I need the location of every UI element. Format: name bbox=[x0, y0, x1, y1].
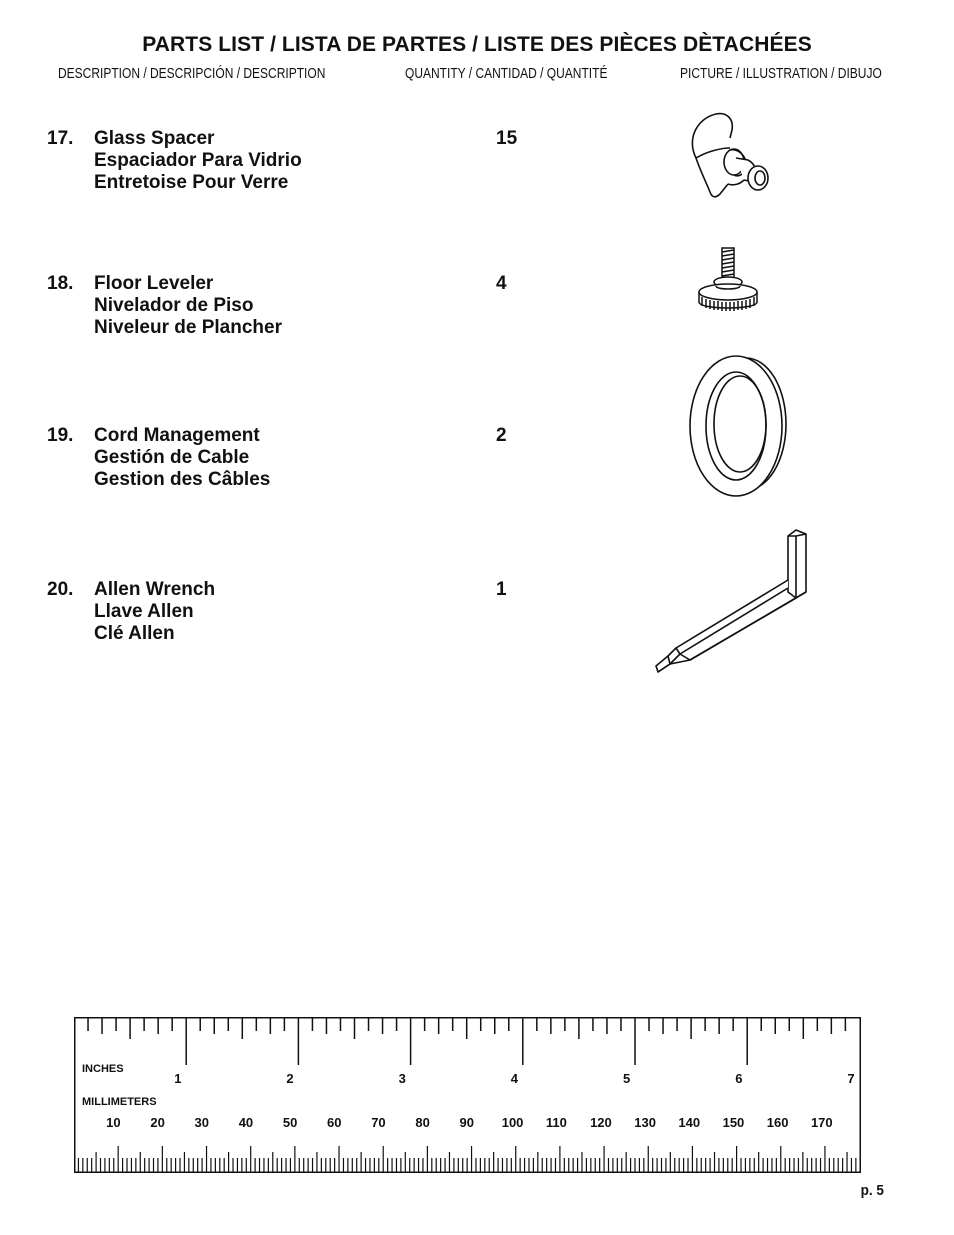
millimeter-number: 10 bbox=[106, 1115, 121, 1130]
inch-number: 3 bbox=[398, 1071, 406, 1086]
millimeter-number: 160 bbox=[766, 1115, 789, 1130]
cord-grommet-icon bbox=[686, 352, 792, 505]
millimeter-number: 50 bbox=[282, 1115, 298, 1130]
millimeters-label: MILLIMETERS bbox=[82, 1096, 157, 1108]
millimeter-number: 90 bbox=[459, 1115, 475, 1130]
part-number: 18. bbox=[47, 273, 74, 294]
part-number: 19. bbox=[47, 425, 74, 446]
inch-number: 1 bbox=[174, 1071, 182, 1086]
part-name-en: Floor Leveler bbox=[94, 273, 214, 294]
part-number: 20. bbox=[47, 579, 74, 600]
part-name-es: Llave Allen bbox=[94, 601, 194, 622]
millimeter-number: 170 bbox=[810, 1115, 833, 1130]
page-title: PARTS LIST / LISTA DE PARTES / LISTE DES PIÈCES DÈTACHÉES bbox=[142, 33, 812, 56]
part-name-fr: Clé Allen bbox=[94, 623, 175, 644]
millimeter-number: 130 bbox=[634, 1115, 656, 1130]
measurement-ruler bbox=[74, 1017, 861, 1173]
part-names bbox=[94, 579, 215, 645]
floor-leveler-icon bbox=[694, 244, 764, 325]
allen-wrench-icon bbox=[650, 526, 815, 683]
inch-number: 5 bbox=[623, 1071, 631, 1086]
millimeter-number: 60 bbox=[327, 1115, 342, 1130]
millimeter-number: 100 bbox=[501, 1115, 524, 1130]
part-names bbox=[94, 273, 282, 339]
ruler-frame bbox=[75, 1018, 861, 1173]
column-header-picture: PICTURE / ILLUSTRATION / DIBUJO bbox=[680, 65, 882, 82]
glass-spacer-icon bbox=[680, 108, 780, 208]
millimeter-number: 150 bbox=[722, 1115, 745, 1130]
millimeter-number: 80 bbox=[415, 1115, 430, 1130]
inch-number: 7 bbox=[847, 1071, 855, 1086]
column-header-quantity: QUANTITY / CANTIDAD / QUANTITÉ bbox=[405, 65, 608, 82]
inch-number: 4 bbox=[510, 1071, 519, 1086]
inch-number: 2 bbox=[286, 1071, 294, 1086]
part-quantity: 4 bbox=[496, 273, 507, 294]
millimeter-number: 20 bbox=[150, 1115, 165, 1130]
millimeter-number: 70 bbox=[371, 1115, 386, 1130]
millimeter-number: 140 bbox=[678, 1115, 701, 1130]
part-name-fr: Niveleur de Plancher bbox=[94, 317, 282, 338]
ruler-graphic bbox=[74, 1017, 861, 1173]
part-quantity: 15 bbox=[496, 128, 518, 149]
part-name-en: Allen Wrench bbox=[94, 579, 216, 600]
millimeter-number: 120 bbox=[590, 1115, 612, 1130]
page-number: p. 5 bbox=[860, 1182, 884, 1199]
millimeter-number: 40 bbox=[238, 1115, 254, 1130]
part-name-en: Cord Management bbox=[94, 425, 260, 446]
part-quantity: 1 bbox=[496, 579, 507, 600]
part-number: 17. bbox=[47, 128, 74, 149]
millimeter-number: 110 bbox=[545, 1115, 567, 1130]
column-header-description: DESCRIPTION / DESCRIPCIÓN / DESCRIPTION bbox=[58, 65, 326, 82]
part-name-fr: Entretoise Pour Verre bbox=[94, 172, 289, 193]
inch-number: 6 bbox=[735, 1071, 743, 1086]
part-name-es: Espaciador Para Vidrio bbox=[94, 150, 302, 171]
part-quantity: 2 bbox=[496, 425, 507, 446]
part-name-es: Gestión de Cable bbox=[94, 447, 250, 468]
part-names bbox=[94, 128, 302, 194]
part-name-es: Nivelador de Piso bbox=[94, 295, 254, 316]
inches-label: INCHES bbox=[82, 1063, 124, 1075]
part-names bbox=[94, 425, 270, 491]
part-name-fr: Gestion des Câbles bbox=[94, 469, 271, 490]
millimeter-number: 30 bbox=[194, 1115, 209, 1130]
part-name-en: Glass Spacer bbox=[94, 128, 215, 149]
